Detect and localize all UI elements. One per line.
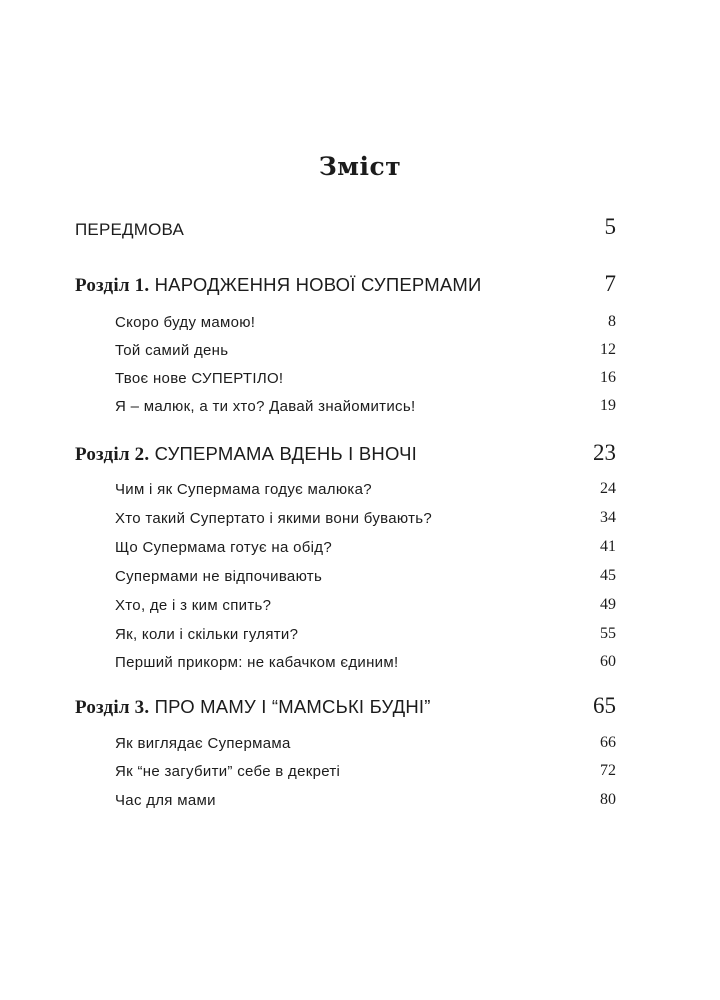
toc-section bbox=[0, 722, 720, 752]
toc-section-page: 80 bbox=[600, 791, 616, 808]
toc-section-label: Як, коли і скільки гуляти? bbox=[115, 626, 299, 643]
toc-chapter-page: 23 bbox=[593, 440, 616, 465]
toc-chapter-prefix: Розділ 2. bbox=[75, 444, 150, 465]
toc-section-label: Як “не загубити” себе в декреті bbox=[115, 763, 341, 780]
toc-section bbox=[0, 641, 720, 671]
toc-chapter-title bbox=[75, 696, 431, 719]
toc-section bbox=[0, 526, 720, 556]
page-title: Зміст bbox=[318, 152, 402, 181]
toc-section-label: Час для мами bbox=[115, 792, 216, 809]
toc-section-label: Перший прикорм: не кабачком єдиним! bbox=[115, 654, 399, 671]
toc-section-page: 16 bbox=[600, 369, 616, 386]
toc-chapter-1 bbox=[0, 267, 720, 297]
toc-section-label: Скоро буду мамою! bbox=[115, 314, 256, 331]
toc-section bbox=[0, 779, 720, 809]
toc-section-page: 8 bbox=[608, 313, 616, 330]
toc-section-label: Хто такий Супертато і якими вони бувають? bbox=[115, 510, 433, 527]
toc-section-page: 41 bbox=[600, 538, 616, 555]
toc-section-page: 60 bbox=[600, 653, 616, 670]
toc-chapter-2 bbox=[0, 436, 720, 466]
toc-section-label: Я – малюк, а ти хто? Давай знайомитись! bbox=[115, 398, 416, 415]
toc-section-page: 66 bbox=[600, 734, 616, 751]
toc-preface-page: 5 bbox=[604, 214, 616, 239]
toc-section-page: 45 bbox=[600, 567, 616, 584]
toc-chapter-name: ПРО МАМУ І “МАМСЬКІ БУДНІ” bbox=[154, 696, 431, 717]
toc-section-label: Хто, де і з ким спить? bbox=[115, 597, 272, 614]
toc-section bbox=[0, 497, 720, 527]
toc-section-label: Той самий день bbox=[115, 342, 229, 359]
toc-chapter-prefix: Розділ 3. bbox=[75, 697, 150, 718]
toc-chapter-page: 7 bbox=[604, 271, 616, 296]
toc-section-label: Як виглядає Супермама bbox=[115, 735, 291, 752]
toc-section bbox=[0, 357, 720, 387]
toc-section-label: Супермами не відпочивають bbox=[115, 568, 323, 585]
toc-chapter-name: СУПЕРМАМА ВДЕНЬ І ВНОЧІ bbox=[154, 443, 418, 464]
toc-section-page: 12 bbox=[600, 341, 616, 358]
toc-section-label: Що Супермама готує на обід? bbox=[115, 539, 332, 556]
toc-chapter-3 bbox=[0, 689, 720, 719]
toc-chapter-title bbox=[75, 274, 481, 297]
toc-section-page: 49 bbox=[600, 596, 616, 613]
toc-section-page: 19 bbox=[600, 397, 616, 414]
toc-section-page: 24 bbox=[600, 480, 616, 497]
toc-section bbox=[0, 750, 720, 780]
toc-section bbox=[0, 584, 720, 614]
toc-section-label: Чим і як Супермама годує малюка? bbox=[115, 481, 372, 498]
toc-chapter-name: НАРОДЖЕННЯ НОВОЇ СУПЕРМАМИ bbox=[154, 274, 482, 295]
toc-preface bbox=[0, 210, 720, 240]
toc-section-page: 34 bbox=[600, 509, 616, 526]
toc-section-label: Твоє нове СУПЕРТІЛО! bbox=[115, 370, 284, 387]
toc-chapter-prefix: Розділ 1. bbox=[75, 275, 150, 296]
toc-section-page: 55 bbox=[600, 625, 616, 642]
toc-section bbox=[0, 385, 720, 415]
toc-chapter-page: 65 bbox=[593, 693, 616, 718]
toc-section-page: 72 bbox=[600, 762, 616, 779]
toc-section bbox=[0, 555, 720, 585]
toc-section bbox=[0, 613, 720, 643]
toc-section bbox=[0, 329, 720, 359]
toc-chapter-title bbox=[75, 443, 417, 466]
toc-section bbox=[0, 301, 720, 331]
toc-preface-label: ПЕРЕДМОВА bbox=[75, 220, 185, 239]
toc-section bbox=[0, 468, 720, 498]
